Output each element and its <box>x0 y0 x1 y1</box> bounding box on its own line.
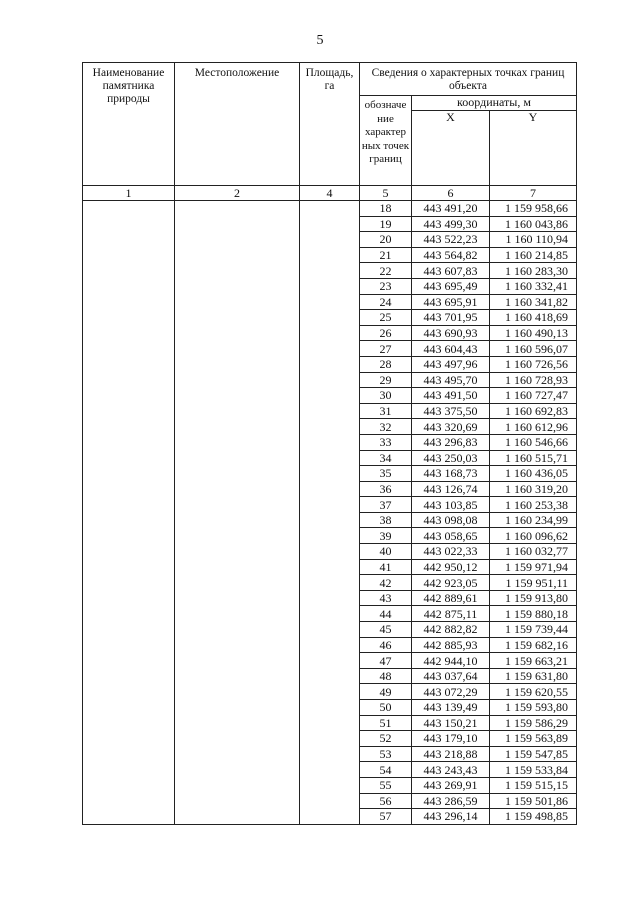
coord-y: 1 160 490,13 <box>490 325 577 341</box>
coord-x: 443 037,64 <box>412 668 490 684</box>
column-number: 2 <box>175 186 300 201</box>
coord-y: 1 160 727,47 <box>490 388 577 404</box>
coord-x: 443 022,33 <box>412 544 490 560</box>
point-number: 25 <box>360 310 412 326</box>
coord-x: 443 491,50 <box>412 388 490 404</box>
coord-y: 1 159 880,18 <box>490 606 577 622</box>
header-coords: координаты, м <box>412 96 577 111</box>
coord-x: 443 695,49 <box>412 278 490 294</box>
coord-y: 1 160 418,69 <box>490 310 577 326</box>
coord-x: 443 522,23 <box>412 232 490 248</box>
coord-y: 1 160 043,86 <box>490 216 577 232</box>
coord-x: 443 695,91 <box>412 294 490 310</box>
coord-y: 1 159 563,89 <box>490 731 577 747</box>
coord-x: 442 944,10 <box>412 653 490 669</box>
point-number: 23 <box>360 278 412 294</box>
coord-x: 443 072,29 <box>412 684 490 700</box>
coord-x: 443 499,30 <box>412 216 490 232</box>
point-number: 50 <box>360 700 412 716</box>
coord-y: 1 159 515,15 <box>490 777 577 793</box>
column-number: 6 <box>412 186 490 201</box>
point-number: 22 <box>360 263 412 279</box>
coord-x: 443 607,83 <box>412 263 490 279</box>
coord-x: 443 286,59 <box>412 793 490 809</box>
coord-x: 443 497,96 <box>412 356 490 372</box>
header-location: Местоположение <box>175 63 300 186</box>
point-number: 27 <box>360 341 412 357</box>
column-numbers-row <box>83 186 577 201</box>
location-cell <box>175 201 300 825</box>
coord-y: 1 159 951,11 <box>490 575 577 591</box>
column-number: 4 <box>300 186 360 201</box>
point-number: 49 <box>360 684 412 700</box>
coord-x: 442 875,11 <box>412 606 490 622</box>
coord-y: 1 160 096,62 <box>490 528 577 544</box>
coord-y: 1 159 498,85 <box>490 809 577 825</box>
point-number: 37 <box>360 497 412 513</box>
point-number: 47 <box>360 653 412 669</box>
coord-y: 1 159 593,80 <box>490 700 577 716</box>
name-cell <box>83 201 175 825</box>
coord-y: 1 160 283,30 <box>490 263 577 279</box>
coord-x: 442 950,12 <box>412 559 490 575</box>
coord-x: 443 168,73 <box>412 466 490 482</box>
coord-x: 443 491,20 <box>412 201 490 217</box>
coord-x: 442 923,05 <box>412 575 490 591</box>
table-body <box>83 201 577 825</box>
coord-y: 1 160 612,96 <box>490 419 577 435</box>
coord-y: 1 159 620,55 <box>490 684 577 700</box>
point-number: 21 <box>360 247 412 263</box>
point-number: 35 <box>360 466 412 482</box>
coord-y: 1 160 596,07 <box>490 341 577 357</box>
coord-y: 1 160 319,20 <box>490 481 577 497</box>
coord-x: 443 179,10 <box>412 731 490 747</box>
coord-y: 1 160 436,05 <box>490 466 577 482</box>
coord-x: 443 564,82 <box>412 247 490 263</box>
point-number: 39 <box>360 528 412 544</box>
point-number: 45 <box>360 622 412 638</box>
coord-x: 443 126,74 <box>412 481 490 497</box>
point-number: 41 <box>360 559 412 575</box>
coord-x: 443 269,91 <box>412 777 490 793</box>
coord-y: 1 159 533,84 <box>490 762 577 778</box>
coord-y: 1 160 726,56 <box>490 356 577 372</box>
point-number: 42 <box>360 575 412 591</box>
coord-y: 1 159 971,94 <box>490 559 577 575</box>
table-header <box>83 63 577 201</box>
coord-y: 1 160 110,94 <box>490 232 577 248</box>
coord-y: 1 159 739,44 <box>490 622 577 638</box>
coord-y: 1 159 913,80 <box>490 590 577 606</box>
coord-y: 1 159 958,66 <box>490 201 577 217</box>
coord-y: 1 160 032,77 <box>490 544 577 560</box>
coord-x: 442 885,93 <box>412 637 490 653</box>
point-number: 19 <box>360 216 412 232</box>
page-number: 5 <box>316 33 324 48</box>
point-number: 38 <box>360 512 412 528</box>
header-info: Сведения о характерных точках границ объекта <box>360 63 577 96</box>
point-number: 53 <box>360 746 412 762</box>
header-x: X <box>412 111 490 186</box>
point-number: 26 <box>360 325 412 341</box>
point-number: 20 <box>360 232 412 248</box>
coord-x: 443 058,65 <box>412 528 490 544</box>
coord-y: 1 160 214,85 <box>490 247 577 263</box>
column-number: 5 <box>360 186 412 201</box>
coord-y: 1 159 586,29 <box>490 715 577 731</box>
coord-x: 443 495,70 <box>412 372 490 388</box>
point-number: 51 <box>360 715 412 731</box>
point-number: 30 <box>360 388 412 404</box>
coord-x: 443 103,85 <box>412 497 490 513</box>
point-number: 28 <box>360 356 412 372</box>
header-designation: обозначе ние характер ных точек границ <box>360 96 412 186</box>
boundary-points-table <box>82 62 577 825</box>
point-number: 56 <box>360 793 412 809</box>
coord-x: 443 150,21 <box>412 715 490 731</box>
point-number: 46 <box>360 637 412 653</box>
coord-y: 1 160 234,99 <box>490 512 577 528</box>
point-number: 34 <box>360 450 412 466</box>
coord-y: 1 160 546,66 <box>490 434 577 450</box>
point-number: 52 <box>360 731 412 747</box>
point-number: 44 <box>360 606 412 622</box>
coord-x: 442 882,82 <box>412 622 490 638</box>
coord-y: 1 160 253,38 <box>490 497 577 513</box>
point-number: 18 <box>360 201 412 217</box>
point-number: 55 <box>360 777 412 793</box>
coord-y: 1 160 515,71 <box>490 450 577 466</box>
point-number: 31 <box>360 403 412 419</box>
coord-y: 1 160 692,83 <box>490 403 577 419</box>
point-number: 43 <box>360 590 412 606</box>
coord-x: 443 218,88 <box>412 746 490 762</box>
coord-y: 1 159 631,80 <box>490 668 577 684</box>
coord-x: 442 889,61 <box>412 590 490 606</box>
coord-x: 443 098,08 <box>412 512 490 528</box>
point-number: 54 <box>360 762 412 778</box>
coord-x: 443 320,69 <box>412 419 490 435</box>
coord-x: 443 250,03 <box>412 450 490 466</box>
point-number: 32 <box>360 419 412 435</box>
coord-y: 1 159 682,16 <box>490 637 577 653</box>
coord-y: 1 160 341,82 <box>490 294 577 310</box>
point-number: 48 <box>360 668 412 684</box>
coord-x: 443 701,95 <box>412 310 490 326</box>
coord-y: 1 160 332,41 <box>490 278 577 294</box>
point-number: 29 <box>360 372 412 388</box>
coord-x: 443 690,93 <box>412 325 490 341</box>
area-cell <box>300 201 360 825</box>
header-area: Площадь, га <box>300 63 360 186</box>
coord-x: 443 375,50 <box>412 403 490 419</box>
column-number: 1 <box>83 186 175 201</box>
point-number: 24 <box>360 294 412 310</box>
coord-y: 1 160 728,93 <box>490 372 577 388</box>
coord-y: 1 159 501,86 <box>490 793 577 809</box>
coord-y: 1 159 547,85 <box>490 746 577 762</box>
coord-x: 443 604,43 <box>412 341 490 357</box>
table-row <box>83 201 577 217</box>
header-y: Y <box>490 111 577 186</box>
point-number: 33 <box>360 434 412 450</box>
coord-x: 443 139,49 <box>412 700 490 716</box>
coord-y: 1 159 663,21 <box>490 653 577 669</box>
column-number: 7 <box>490 186 577 201</box>
point-number: 40 <box>360 544 412 560</box>
header-name: Наименование памятника природы <box>83 63 175 186</box>
coord-x: 443 296,83 <box>412 434 490 450</box>
coord-x: 443 296,14 <box>412 809 490 825</box>
point-number: 57 <box>360 809 412 825</box>
coord-x: 443 243,43 <box>412 762 490 778</box>
point-number: 36 <box>360 481 412 497</box>
